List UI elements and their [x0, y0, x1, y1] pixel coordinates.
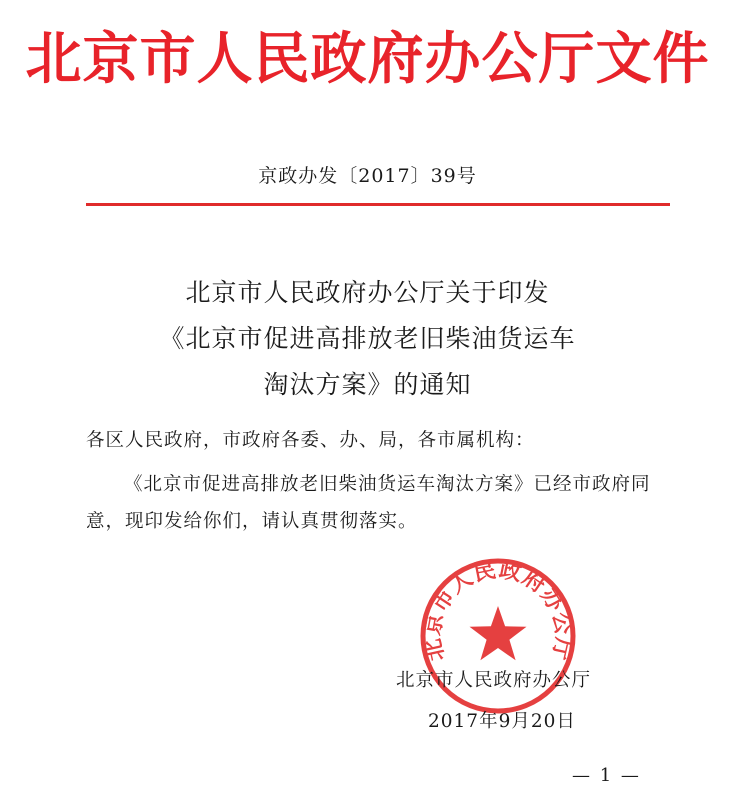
body-line: 意，现印发给你们，请认真贯彻落实。	[86, 511, 418, 532]
seal-text: 北京市人民政府办公厅	[420, 557, 576, 664]
body-paragraph	[86, 466, 676, 540]
document-number: 京政办发〔2017〕39号	[258, 165, 477, 187]
notice-title-line: 北京市人民政府办公厅关于印发	[185, 278, 550, 307]
page-number: — 1 —	[572, 765, 641, 786]
issuing-office: 北京市人民政府办公厅	[396, 670, 592, 691]
star-icon	[470, 606, 527, 660]
notice-title-line: 《北京市促进高排放老旧柴油货运车	[159, 324, 576, 353]
document-header-title: 北京市人民政府办公厅文件	[25, 27, 710, 92]
header-divider-line	[86, 203, 670, 206]
addressee-line: 各区人民政府，市政府各委、办、局，各市属机构：	[86, 430, 535, 451]
notice-title-line: 淘汰方案》的通知	[263, 370, 472, 399]
notice-title	[0, 270, 735, 408]
issue-date: 2017年9月20日	[428, 711, 576, 732]
body-line: 《北京市促进高排放老旧柴油货运车淘汰方案》已经市政府同	[124, 474, 651, 495]
